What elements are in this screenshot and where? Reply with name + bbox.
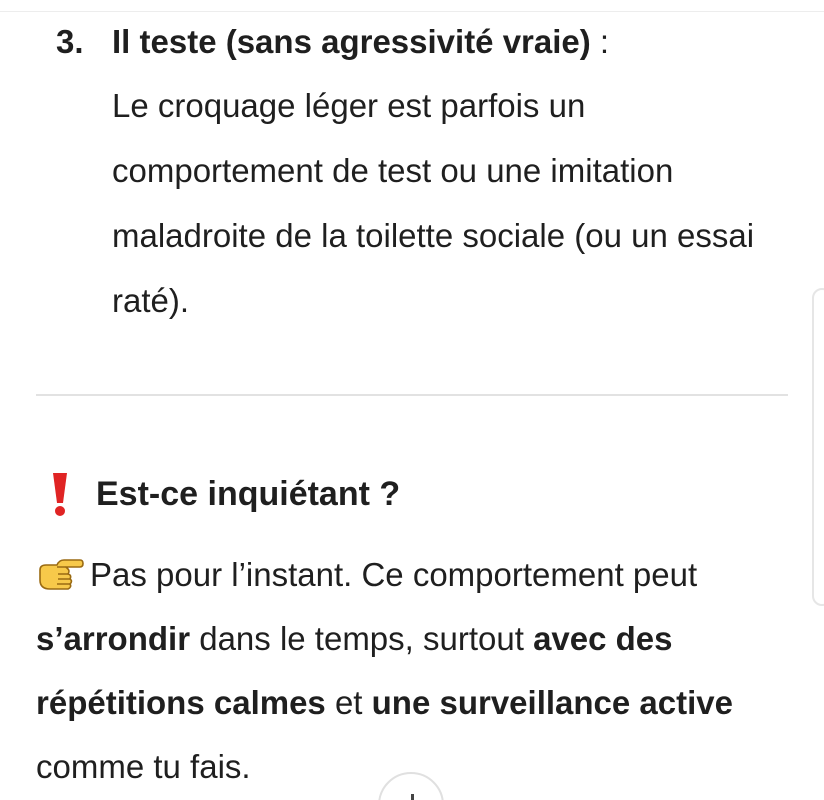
- list-item-heading: [112, 22, 792, 62]
- heading-rest: :: [590, 23, 610, 60]
- answer-paragraph: [36, 543, 796, 799]
- answer-bold-1: s’arrondir: [36, 620, 191, 657]
- pointing-hand-icon: [36, 554, 84, 594]
- section-divider: [36, 394, 788, 396]
- answer-bold-3: une surveillance active: [371, 684, 733, 721]
- answer-text-3: et: [325, 684, 372, 721]
- answer-text-2: dans le temps, surtout: [190, 620, 534, 657]
- list-item-body: [112, 22, 792, 347]
- heading-bold: Il teste (sans agressivité vraie): [112, 23, 591, 60]
- exclamation-icon: [50, 471, 70, 517]
- top-divider: [0, 11, 824, 12]
- answer-bold-2: avec des répétitions calmes: [36, 620, 673, 721]
- list-number: 3.: [56, 23, 84, 60]
- side-panel-edge[interactable]: [812, 288, 824, 606]
- answer-text-4: comme tu fais.: [36, 748, 251, 785]
- section-title: Est-ce inquiétant ?: [96, 475, 401, 513]
- answer-text-1: Pas pour l’instant. Ce comportement peut: [90, 556, 698, 593]
- section-heading: [36, 470, 400, 518]
- list-item-description: Le croquage léger est parfois un comportement de test ou une imitation maladroite de la toilette sociale (ou un essai raté).: [112, 87, 755, 319]
- arrow-down-icon: [411, 794, 414, 800]
